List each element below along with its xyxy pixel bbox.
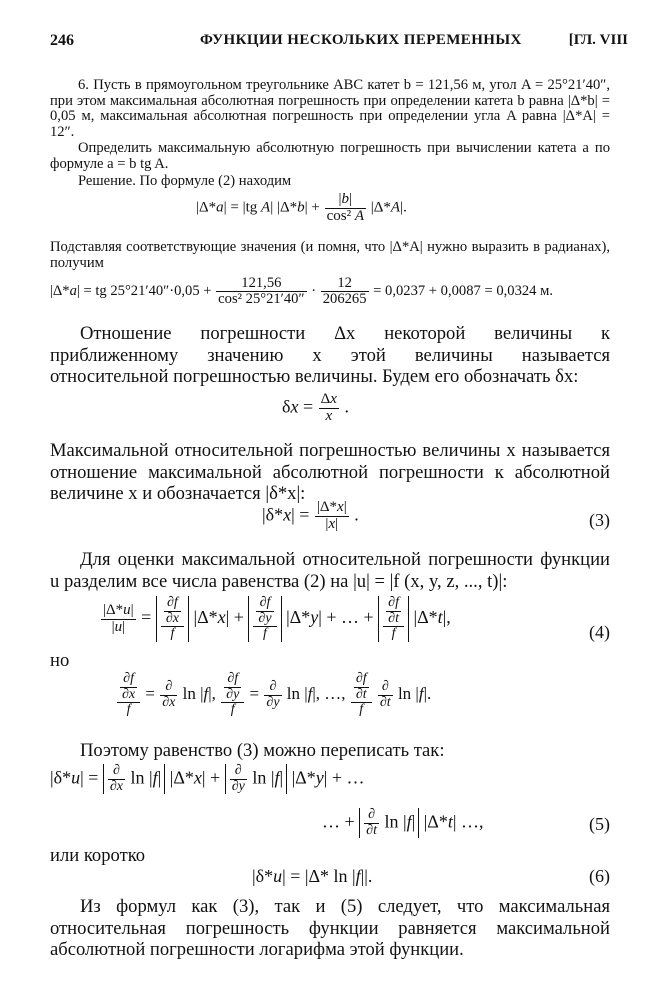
formula-5-line-2: … + ∂ ∂t ln |f| |Δ*t| …, <box>322 807 484 838</box>
formula-6: |δ*u| = |Δ* ln |f||. <box>252 866 373 886</box>
formula-5-line-1: |δ*u| = ∂ ∂x ln |f| |Δ*x| + ∂ ∂y ln |f| |Δ*y| + … <box>50 763 365 794</box>
conclusion-text: Из формул как (3), так и (5) следует, что максимальная относительная погрешность функции равняется максимальной абсолютной погрешности логарифма этой функции. <box>50 896 610 961</box>
equation-number-5: (5) <box>589 814 610 834</box>
running-header <box>50 32 628 54</box>
formula-4: $\frac{|\Delta*u|}{|u|}$ = $\frac{\frac{\partial f}{\partial x}}{f}$ |Δ*x| + $\frac{\frac{\partial f}{\partial y}}{f}$ |Δ*y| + … + $\frac{\frac{\partial f}{\partial t}}{f}$ |Δ*t|, <box>103 595 451 642</box>
solution-intro: Решение. По формуле (2) находим <box>78 173 292 189</box>
formula-delta-x: δx = $\frac{\Delta x}{x}$ . <box>282 391 349 424</box>
max-relative-error-definition: Максимальной относительной погрешностью величины x называется отношение максимальной абсолютной погрешности к абсолютной величине x и обозначается |δ*x|: <box>50 440 610 505</box>
estimate-text: Для оценки максимальной относительной погрешности функции u разделим все числа равенства (2) на |u| = |f (x, y, z, ..., t)|: <box>50 549 610 592</box>
problem-question: Определить максимальную абсолютную погрешность при вычислении катета a по формуле a = b tg A. <box>50 140 610 172</box>
formula-3: |δ*x| = $\frac{|\Delta*x|}{|x|}$ . <box>262 499 359 532</box>
rewrite-text: Поэтому равенство (3) можно переписать так: <box>80 740 445 761</box>
equation-number-6: (6) <box>589 866 610 886</box>
page-number: 246 <box>50 32 74 49</box>
formula-log-derivatives: $\frac{\frac{\partial f}{\partial x}}{f}$ = ∂ ∂x ln |f|, $\frac{\frac{\partial f}{\partial y}}{f}$ = ∂ ∂y ln |f|, …, $\frac{\frac{\partial f}{\partial t}}{f}$ ∂ ∂t ln |f|. <box>116 672 431 718</box>
formula-abs-error: |Δ*a| = |tg A| |Δ*b| + $\frac{|b|}{\text{cos² A}}$ |Δ*A|. <box>196 191 407 224</box>
chapter-label: [ГЛ. VIII <box>568 32 628 48</box>
equation-number-4: (4) <box>589 622 610 642</box>
problem-statement: 6. Пусть в прямоугольном треугольнике ABC катет b = 121,56 м, угол A = 25°21′40″, при этом максимальная абсолютная погрешность при определении катета b равна |Δ*b| = 0,05 м, максимальная абсолютная погрешность при определении угла A равна |Δ*A| = 12″. <box>50 77 610 140</box>
word-or-short: или коротко <box>50 845 146 866</box>
relative-error-definition: Отношение погрешности Δx некоторой величины к приближенному значению x этой величины называется относительной погрешностью величины. Будем его обозначать δx: <box>50 323 610 388</box>
running-title: ФУНКЦИИ НЕСКОЛЬКИХ ПЕРЕМЕННЫХ <box>200 32 522 48</box>
formula-numeric: |Δ*a| = tg 25°21′40″·0,05 + $\frac{121,56}{\text{cos² 25°21′40″}}$ · $\frac{12}{206265}$ = 0,0237 + 0,0087 = 0,0324 м. <box>50 275 554 308</box>
word-but: но <box>50 650 70 671</box>
substitution-text: Подставляя соответствующие значения (и помня, что |Δ*A| нужно выразить в радианах), получим <box>50 239 610 271</box>
equation-number-3: (3) <box>589 510 610 530</box>
